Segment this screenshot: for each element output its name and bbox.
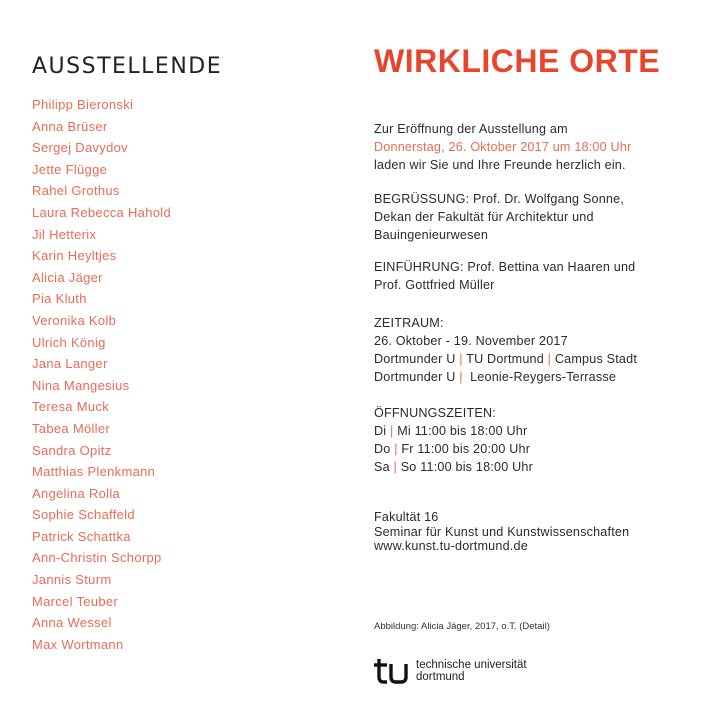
- website-link[interactable]: www.kunst.tu-dortmund.de: [374, 539, 528, 553]
- image-credit: Abbildung: Alicia Jäger, 2017, o.T. (Detail): [374, 621, 550, 632]
- period-label: ZEITRAUM:: [374, 316, 444, 330]
- exhibitor-name: Patrick Schattka: [32, 528, 131, 544]
- invitation-block: [374, 120, 631, 174]
- exhibitor-name: Laura Rebecca Hahold: [32, 204, 171, 220]
- logo-line: dortmund: [416, 671, 465, 683]
- opening-date: Donnerstag, 26. Oktober 2017 um 18:00 Uhr: [374, 140, 632, 154]
- period-block: [374, 314, 637, 386]
- exhibitor-name: Jannis Sturm: [32, 572, 112, 588]
- exhibitor-name: Jana Langer: [32, 356, 108, 372]
- greeting-line: Dekan der Fakultät für Architektur und: [374, 210, 594, 224]
- greeting-line: Bauingenieurwesen: [374, 228, 489, 242]
- greeting-block: [374, 190, 624, 244]
- hours-time: Fr 11:00 bis 20:00 Uhr: [401, 442, 531, 456]
- tu-dortmund-logo: [374, 658, 527, 684]
- hours-label: ÖFFNUNGSZEITEN:: [374, 406, 496, 420]
- exhibitor-list: [32, 94, 332, 655]
- exhibitor-name: Pia Kluth: [32, 291, 87, 307]
- introduction-line: Prof. Gottfried Müller: [374, 278, 495, 292]
- exhibitor-name: Matthias Plenkmann: [32, 464, 156, 480]
- exhibitor-name: Ann-Christin Schorpp: [32, 550, 162, 566]
- exhibitor-name: Teresa Muck: [32, 399, 109, 415]
- exhibitor-name: Veronika Kolb: [32, 312, 117, 328]
- venue-line: [374, 368, 637, 386]
- event-info-column: [374, 42, 694, 632]
- hours-day: Do: [374, 442, 391, 456]
- introduction-line: EINFÜHRUNG: Prof. Bettina van Haaren und: [374, 260, 636, 274]
- exhibitor-name: Jil Hetterix: [32, 226, 97, 242]
- exhibitors-heading: AUSSTELLENDE: [32, 54, 223, 79]
- invitation-line: laden wir Sie und Ihre Freunde herzlich ein.: [374, 158, 626, 172]
- exhibitor-name: Ulrich König: [32, 334, 106, 350]
- exhibitor-name: Karin Heyltjes: [32, 248, 117, 264]
- exhibitor-name: Sophie Schaffeld: [32, 507, 135, 523]
- opening-hours-block: [374, 404, 533, 476]
- exhibitor-name: Sandra Opitz: [32, 442, 112, 458]
- venue-part: Leonie-Reygers-Terrasse: [466, 370, 617, 384]
- exhibitor-name: Tabea Möller: [32, 420, 111, 436]
- exhibition-title: WIRKLICHE ORTE: [374, 43, 661, 79]
- venue-part: Dortmunder U: [374, 370, 456, 384]
- venue-part: TU Dortmund: [466, 352, 544, 366]
- faculty-block: [374, 510, 629, 554]
- exhibitor-name: Anna Wessel: [32, 615, 112, 631]
- exhibitor-name: Jette Flügge: [32, 161, 108, 177]
- faculty-line: Seminar für Kunst und Kunstwissenschaften: [374, 524, 630, 539]
- exhibitor-name: Rahel Grothus: [32, 183, 120, 199]
- faculty-line: Fakultät 16: [374, 510, 439, 524]
- separator: |: [393, 460, 397, 474]
- separator: |: [459, 370, 463, 384]
- hours-time: Mi 11:00 bis 18:00 Uhr: [397, 424, 528, 438]
- logo-text: [416, 659, 527, 683]
- separator: |: [394, 442, 398, 456]
- exhibitor-name: Philipp Bieronski: [32, 97, 134, 112]
- separator: |: [459, 352, 463, 366]
- exhibitor-name: Angelina Rolla: [32, 485, 121, 501]
- hours-day: Di: [374, 424, 387, 438]
- hours-row: [374, 422, 533, 440]
- greeting-line: BEGRÜSSUNG: Prof. Dr. Wolfgang Sonne,: [374, 192, 625, 206]
- hours-day: Sa: [374, 460, 390, 474]
- hours-row: [374, 458, 533, 476]
- exhibitor-name: Alicia Jäger: [32, 269, 103, 285]
- separator: |: [390, 424, 394, 438]
- tu-logo-icon: [374, 658, 408, 684]
- hours-row: [374, 440, 533, 458]
- exhibitor-name: Anna Brüser: [32, 118, 108, 134]
- venue-part: Dortmunder U: [374, 352, 456, 366]
- introduction-block: [374, 258, 635, 294]
- exhibitor-name: Nina Mangesius: [32, 377, 130, 393]
- exhibitors-column: [32, 54, 332, 655]
- exhibitor-name: Max Wortmann: [32, 636, 124, 652]
- exhibitor-name: Sergej Davydov: [32, 140, 128, 156]
- period-dates: 26. Oktober - 19. November 2017: [374, 334, 568, 348]
- hours-time: So 11:00 bis 18:00 Uhr: [400, 460, 533, 474]
- invitation-line: Zur Eröffnung der Ausstellung am: [374, 122, 568, 136]
- venue-part: Campus Stadt: [554, 352, 638, 366]
- exhibitor-name: Marcel Teuber: [32, 593, 119, 609]
- logo-line: technische universität: [416, 659, 527, 671]
- venue-line: [374, 350, 637, 368]
- separator: |: [547, 352, 552, 366]
